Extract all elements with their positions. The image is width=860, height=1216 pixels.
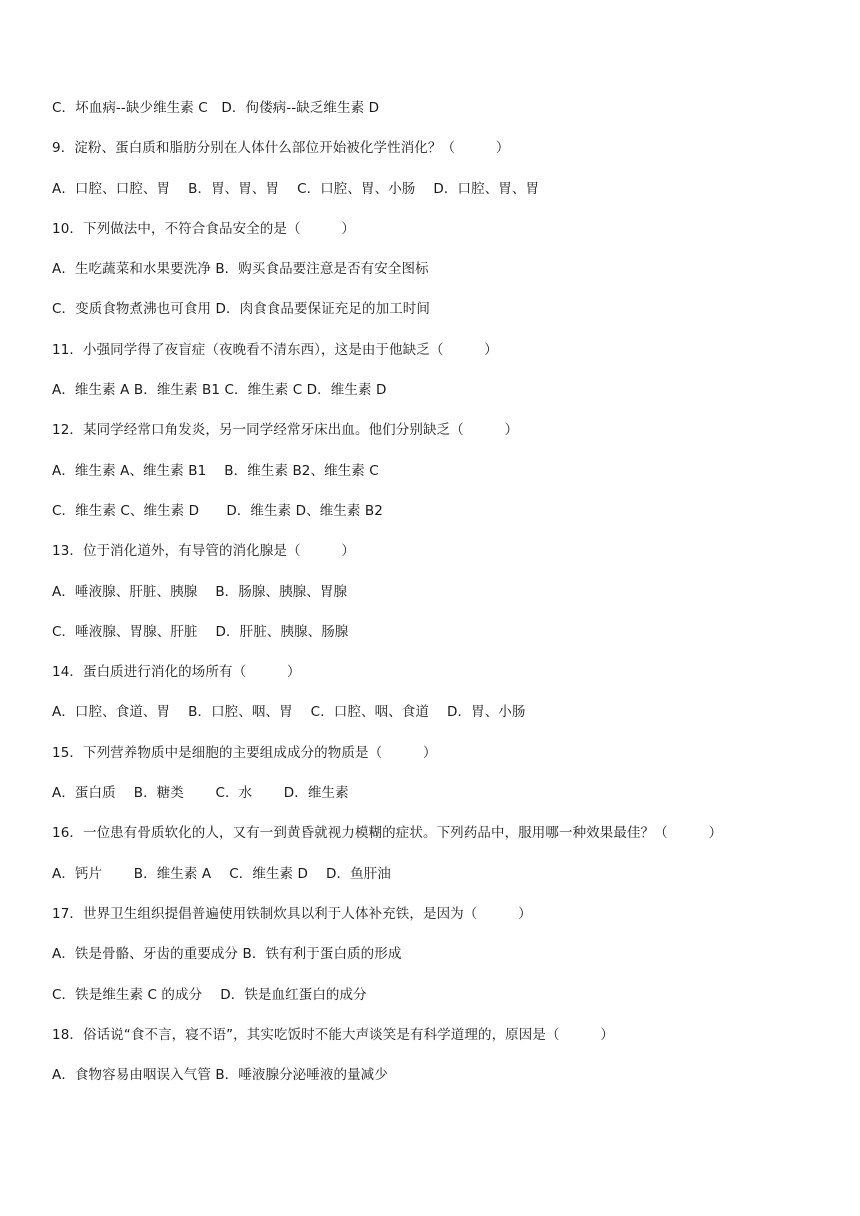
question-11: 11．小强同学得了夜盲症（夜晚看不清东西），这是由于他缺乏（ ）	[52, 341, 498, 358]
question-14: 14．蛋白质进行消化的场所有（ ）	[52, 664, 301, 681]
question-10: 10．下列做法中，不符合食品安全的是（ ）	[52, 220, 355, 237]
option-line: A．唾液腺、肝脏、胰腺 B．肠腺、胰腺、胃腺	[52, 583, 348, 600]
option-line: A．钙片 B．维生素 A C．维生素 D D．鱼肝油	[52, 865, 391, 882]
option-line: A．维生素 A B．维生素 B1 C．维生素 C D．维生素 D	[52, 382, 387, 399]
option-line: A．生吃蔬菜和水果要洗净 B．购买食品要注意是否有安全图标	[52, 261, 429, 278]
question-list	[52, 98, 832, 1105]
option-line: A．维生素 A、维生素 B1 B．维生素 B2、维生素 C	[52, 462, 379, 479]
option-line: A．食物容易由咽误入气管 B．唾液腺分泌唾液的量减少	[52, 1067, 388, 1084]
option-line: A．蛋白质 B．糖类 C．水 D．维生素	[52, 785, 349, 802]
option-line: A．铁是骨骼、牙齿的重要成分 B．铁有利于蛋白质的形成	[52, 946, 402, 963]
option-line: C．维生素 C、维生素 D D．维生素 D、维生素 B2	[52, 502, 383, 519]
question-13: 13．位于消化道外，有导管的消化腺是（ ）	[52, 543, 355, 560]
question-18: 18．俗话说“食不言，寝不语”，其实吃饭时不能大声谈笑是有科学道理的，原因是（ ）	[52, 1026, 614, 1043]
option-line: C．唾液腺、胃腺、肝脏 D．肝脏、胰腺、肠腺	[52, 623, 349, 640]
option-line: C．坏血病--缺少维生素 C D．佝偻病--缺乏维生素 D	[52, 100, 380, 116]
option-line: C．变质食物煮沸也可食用 D．肉食食品要保证充足的加工时间	[52, 301, 431, 318]
question-12: 12．某同学经常口角发炎，另一同学经常牙床出血。他们分别缺乏（ ）	[52, 422, 519, 439]
question-15: 15．下列营养物质中是细胞的主要组成成分的物质是（ ）	[52, 744, 437, 761]
option-line: C．铁是维生素 C 的成分 D．铁是血红蛋白的成分	[52, 986, 367, 1003]
question-16: 16．一位患有骨质软化的人，又有一到黄昏就视力模糊的症状。下列药品中，服用哪一种效果最佳？（ ）	[52, 825, 723, 842]
option-line: A．口腔、口腔、胃 B．胃、胃、胃 C．口腔、胃、小肠 D．口腔、胃、胃	[52, 180, 540, 197]
question-17: 17．世界卫生组织提倡普遍使用铁制炊具以利于人体补充铁，是因为（ ）	[52, 905, 532, 922]
option-line: A．口腔、食道、胃 B．口腔、咽、胃 C．口腔、咽、食道 D．胃、小肠	[52, 704, 526, 721]
question-9: 9．淀粉、蛋白质和脂肪分别在人体什么部位开始被化学性消化？（ ）	[52, 140, 510, 157]
